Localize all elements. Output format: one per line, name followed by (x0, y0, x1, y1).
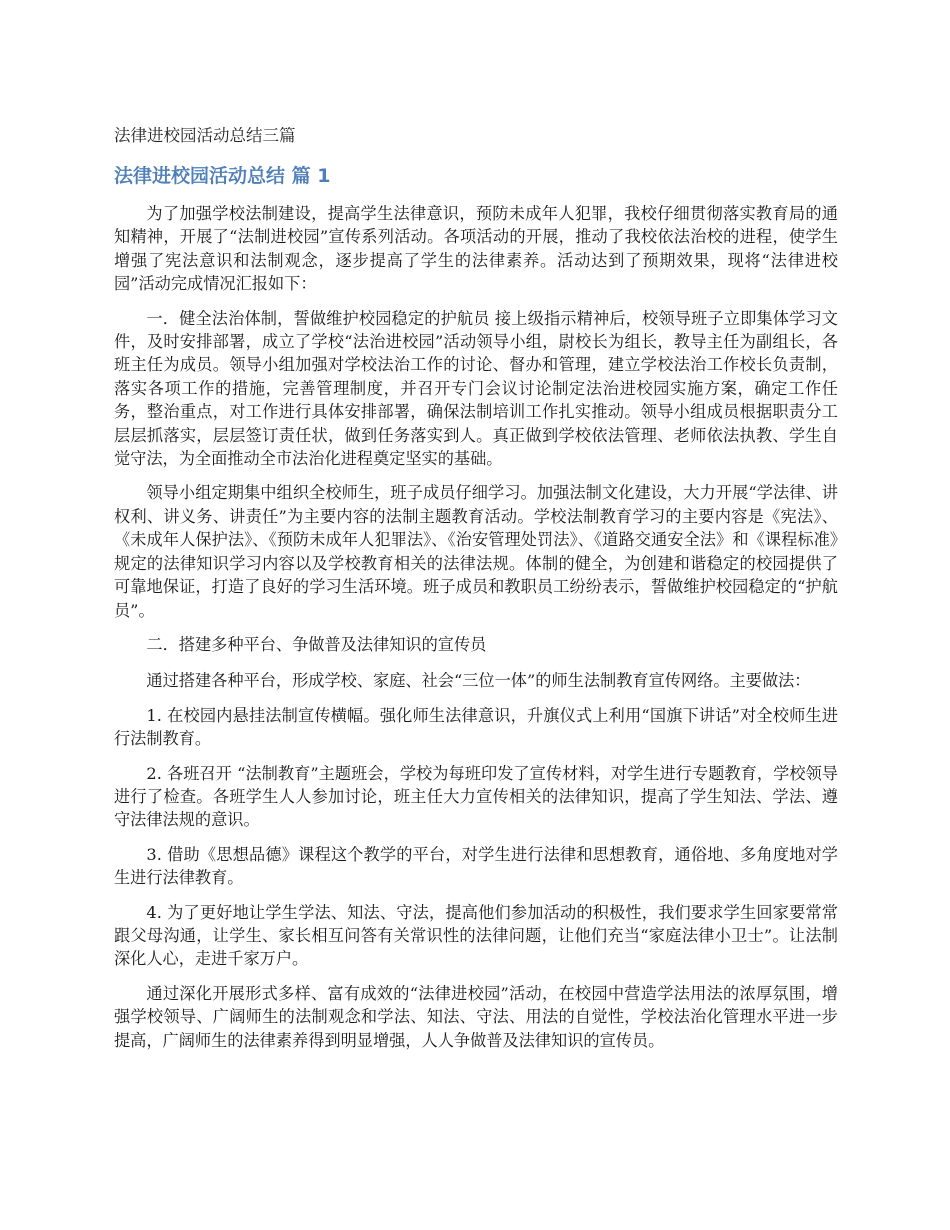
paragraph-part-one: 一．健全法治体制，誓做维护校园稳定的护航员 接上级指示精神后，校领导班子立即集体学习文件，及时安排部署，成立了学校“法治进校园”活动领导小组，尉校长为组长，教导主任为副组长，各班主任为成员。领导小组加强对学校法治工作的讨论、督办和管理，建立学校法治工作校长负责制，落实各项工作的措施，完善管理制度，并召开专门会议讨论制定法治进校园实施方案，确定工作任务，整治重点，对工作进行具体安排部署，确保法制培训工作扎实推动。领导小组成员根据职责分工层层抓落实，层层签订责任状，做到任务落实到人。真正做到学校依法管理、老师依法执教、学生自觉守法，为全面推动全市法治化进程奠定坚实的基础。 (114, 308, 838, 469)
paragraph-platforms: 通过搭建各种平台，形成学校、家庭、社会“三位一体”的师生法制教育宣传网络。主要做法： (146, 671, 811, 691)
list-item-3: 3. 借助《思想品德》课程这个教学的平台，对学生进行法律和思想教育，通俗地、多角度地对学生进行法律教育。 (114, 844, 838, 888)
document-body (114, 124, 838, 1063)
paragraph-conclusion: 通过深化开展形式多样、富有成效的“法律进校园”活动，在校园中营造学法用法的浓厚氛围，增强学校领导、广阔师生的法制观念和学法、知法、守法、用法的自觉性，学校法治化管理水平进一步提高，广阔师生的法律素养得到明显增强，人人争做普及法律知识的宣传员。 (114, 983, 838, 1050)
section-heading: 法律进校园活动总结 篇 1 (114, 165, 331, 187)
list-item-4: 4. 为了更好地让学生学法、知法、守法，提高他们参加活动的积极性，我们要求学生回家要常常跟父母沟通，让学生、家长相互问答有关常识性的法律问题，让他们充当“家庭法律小卫士”。让法制深化人心，走进千家万户。 (114, 902, 838, 969)
paragraph-intro: 为了加强学校法制建设，提高学生法律意识，预防未成年人犯罪，我校仔细贯彻落实教育局的通知精神，开展了“法制进校园”宣传系列活动。各项活动的开展，推动了我校依法治校的进程，使学生增强了宪法意识和法制观念，逐步提高了学生的法律素养。活动达到了预期效果，现将“法律进校园”活动完成情况汇报如下： (114, 204, 838, 294)
list-item-1: 1. 在校园内悬挂法制宣传横幅。强化师生法律意识，升旗仪式上利用“国旗下讲话”对全校师生进行法制教育。 (114, 705, 838, 749)
paragraph-study: 领导小组定期集中组织全校师生，班子成员仔细学习。加强法制文化建设，大力开展“学法律、讲权利、讲义务、讲责任”为主要内容的法制主题教育活动。学校法制教育学习的主要内容是《宪法》、《未成年人保护法》、《预防未成年人犯罪法》、《治安管理处罚法》、《道路交通安全法》和《课程标准》规定的法律知识学习内容以及学校教育相关的法律法规。体制的健全，为创建和谐稳定的校园提供了可靠地保证，打造了良好的学习生活环境。班子成员和教职员工纷纷表示，誓做维护校园稳定的“护航员”。 (114, 483, 838, 620)
document-title: 法律进校园活动总结三篇 (114, 126, 296, 145)
list-item-2: 2. 各班召开 “法制教育”主题班会，学校为每班印发了宣传材料，对学生进行专题教育，学校领导进行了检查。各班学生人人参加讨论，班主任大力宣传相关的法律知识，提高了学生知法、学法、遵守法律法规的意识。 (114, 763, 838, 830)
paragraph-part-two-heading: 二．搭建多种平台、争做普及法律知识的宣传员 (146, 634, 487, 654)
